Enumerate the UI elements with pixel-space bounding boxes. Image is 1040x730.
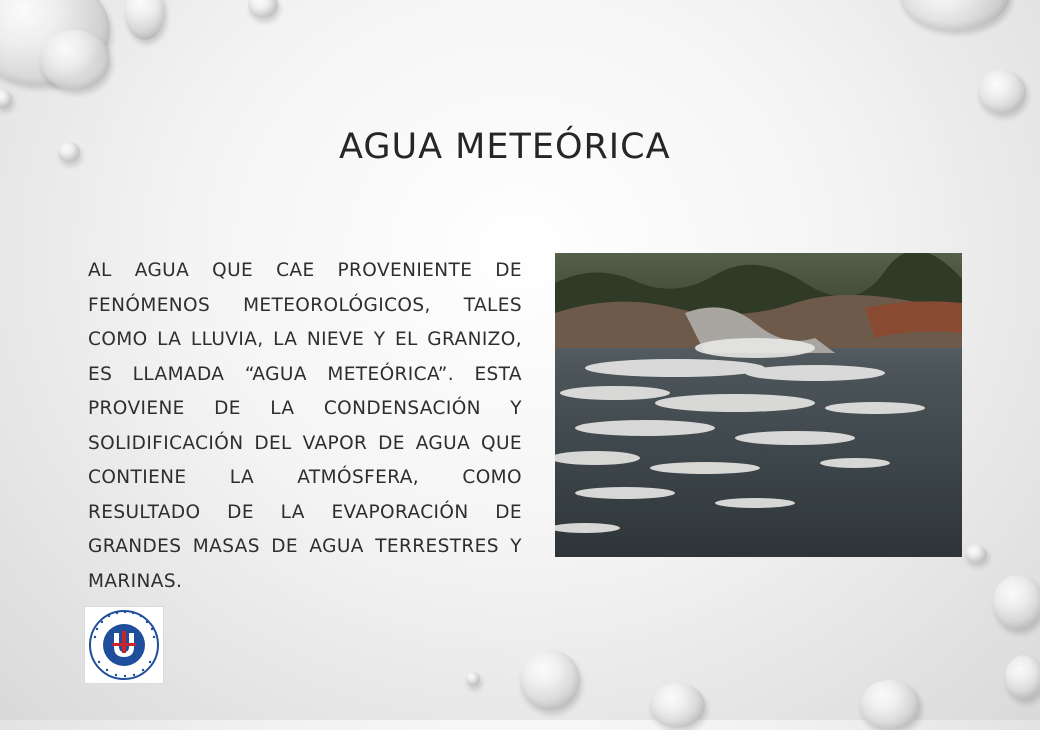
water-drop [58, 142, 80, 162]
water-drop [900, 0, 1010, 30]
water-drop [125, 0, 165, 40]
water-drop [466, 672, 480, 686]
university-logo [84, 606, 164, 684]
water-drop [978, 70, 1026, 114]
river-foam-photo [555, 253, 962, 557]
water-drop [860, 680, 920, 730]
water-drop [520, 650, 580, 710]
water-drop [993, 575, 1040, 630]
water-drop [40, 30, 110, 90]
water-drop [650, 683, 705, 728]
water-drop [965, 545, 987, 563]
water-drop [1005, 655, 1040, 700]
water-drop [0, 90, 12, 108]
slide-title: AGUA METEÓRICA [339, 127, 671, 167]
water-drop [248, 0, 278, 18]
slide-body-text: AL AGUA QUE CAE PROVENIENTE DE FENÓMENOS METEOROLÓGICOS, TALES COMO LA LLUVIA, LA NIEVE Y EL GRANIZO, ES LLAMADA “AGUA METEÓRICA”. ESTA PROVIENE DE LA CONDENSACIÓN Y SOLIDIFICACIÓN DEL VAPOR DE AGUA QUE CONTIENE LA ATMÓSFERA, COMO RESULTADO DE LA EVAPORACIÓN DE GRANDES MASAS DE AGUA TERRESTRES Y MARINAS. [88, 260, 522, 592]
